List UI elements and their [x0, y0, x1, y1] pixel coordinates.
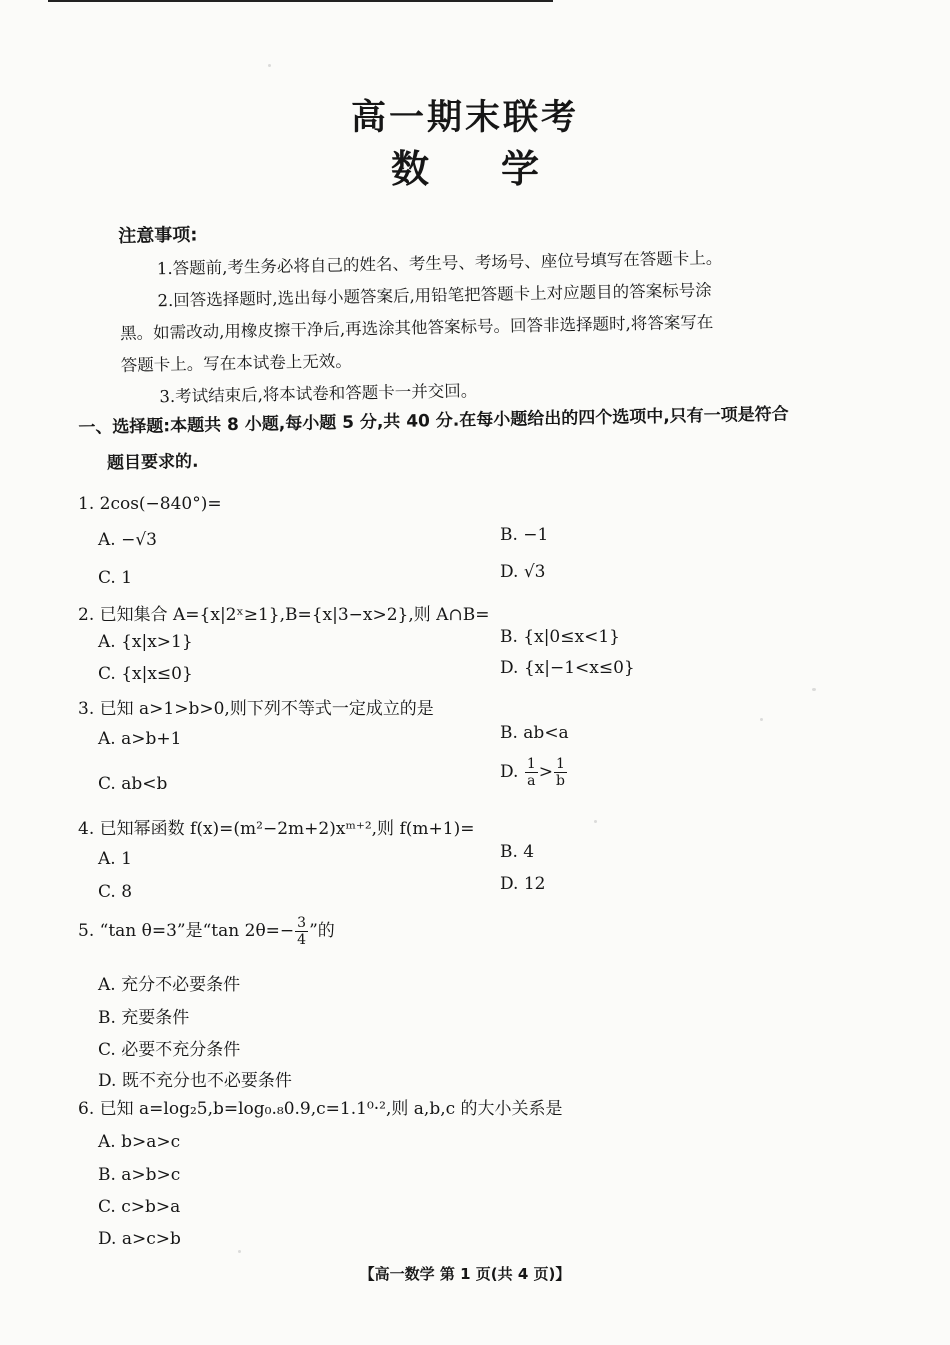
q5-option-a: A. 充分不必要条件: [98, 975, 241, 995]
q4-option-a: A. 1: [98, 849, 132, 869]
q3-d-operator: >: [538, 762, 554, 782]
q3-d-frac-2: [554, 757, 567, 788]
q5-option-b: B. 充要条件: [98, 1008, 190, 1028]
q3-option-b: B. ab<a: [500, 723, 569, 743]
exam-subject: [0, 138, 930, 193]
exam-title: 高一期末联考: [350, 98, 579, 138]
notice-heading: 注意事项:: [118, 224, 198, 247]
q3-stem: 3. 已知 a>1>b>0,则下列不等式一定成立的是: [78, 699, 434, 719]
q6-option-d: D. a>c>b: [98, 1229, 181, 1249]
q3-d-frac-2-num: 1: [554, 757, 567, 773]
q2-option-d: D. {x|−1<x≤0}: [500, 658, 635, 678]
notice-item-2a: 2.回答选择题时,选出每小题答案后,用铅笔把答题卡上对应题目的答案标号涂: [157, 280, 712, 311]
q2-option-a: A. {x|x>1}: [98, 632, 193, 652]
q3-option-a: A. a>b+1: [98, 729, 182, 749]
q6-option-a: A. b>a>c: [98, 1132, 181, 1152]
q5-stem: [78, 916, 335, 947]
section-line-2: 题目要求的.: [106, 451, 199, 474]
subject-char-1: 数: [390, 147, 429, 191]
q3-d-frac-1: [525, 757, 538, 788]
subject-char-2: 学: [501, 147, 540, 191]
notice-item-1: 1.答题前,考生务必将自己的姓名、考生号、考场号、座位号填写在答题卡上。: [156, 248, 723, 279]
q4-option-d: D. 12: [500, 874, 546, 894]
q1-option-b: B. −1: [500, 525, 549, 545]
q5-frac-num: 3: [297, 915, 307, 931]
q5-option-c: C. 必要不充分条件: [98, 1040, 241, 1060]
section-line-1: 一、选择题:本题共 8 小题,每小题 5 分,共 40 分.在每小题给出的四个选项中,只有一项是符合: [78, 404, 789, 438]
scan-speck: [812, 688, 816, 691]
q6-option-c: C. c>b>a: [98, 1197, 181, 1217]
q3-option-c: C. ab<b: [98, 774, 168, 794]
q3-option-d: [500, 757, 568, 788]
scan-speck: [594, 820, 597, 823]
q1-option-c: C. 1: [98, 568, 133, 588]
scan-speck: [760, 718, 763, 721]
q5-stem-fraction: [295, 916, 308, 947]
q1-option-a: A. −√3: [98, 530, 157, 550]
q2-option-c: C. {x|x≤0}: [98, 664, 193, 684]
scan-speck: [268, 64, 271, 67]
q4-stem: 4. 已知幂函数 f(x)=(m²−2m+2)xᵐ⁺²,则 f(m+1)=: [78, 819, 475, 839]
q5-stem-start: 5. “tan θ=3”是“tan 2θ=−: [78, 921, 295, 941]
q3-option-d-label: D.: [500, 762, 519, 782]
q2-stem: 2. 已知集合 A={x|2ˣ≥1},B={x|3−x>2},则 A∩B=: [78, 605, 490, 625]
section-heading: [78, 395, 869, 482]
notice-item-2c: 答题卡上。写在本试卷上无效。: [120, 351, 352, 375]
scan-speck: [238, 1250, 241, 1253]
q4-option-b: B. 4: [500, 842, 535, 862]
notice-item-2b: 黑。如需改动,用橡皮擦干净后,再选涂其他答案标号。回答非选择题时,将答案写在: [119, 312, 714, 343]
notice-item-3: 3.考试结束后,将本试卷和答题卡一并交回。: [159, 381, 478, 407]
q2-option-b: B. {x|0≤x<1}: [500, 627, 620, 647]
q1-option-d: D. √3: [500, 562, 546, 582]
q3-d-frac-1-num: 1: [526, 756, 536, 772]
q6-stem: 6. 已知 a=log₂5,b=log₀.₈0.9,c=1.1⁰·²,则 a,b,c 的大小关系是: [78, 1099, 563, 1119]
q4-option-c: C. 8: [98, 882, 133, 902]
q5-stem-end: ”的: [309, 921, 335, 941]
q6-option-b: B. a>b>c: [98, 1165, 181, 1185]
notice-block: [118, 208, 842, 414]
page-footer: 【高一数学 第 1 页(共 4 页)】: [359, 1265, 571, 1283]
q3-d-frac-1-den: a: [527, 773, 536, 789]
q1-stem: 1. 2cos(−840°)=: [78, 494, 222, 514]
top-rule: [48, 0, 553, 2]
q5-option-d: D. 既不充分也不必要条件: [98, 1071, 292, 1091]
q3-d-frac-2-den: b: [556, 773, 565, 789]
q5-frac-den: 4: [297, 932, 307, 948]
